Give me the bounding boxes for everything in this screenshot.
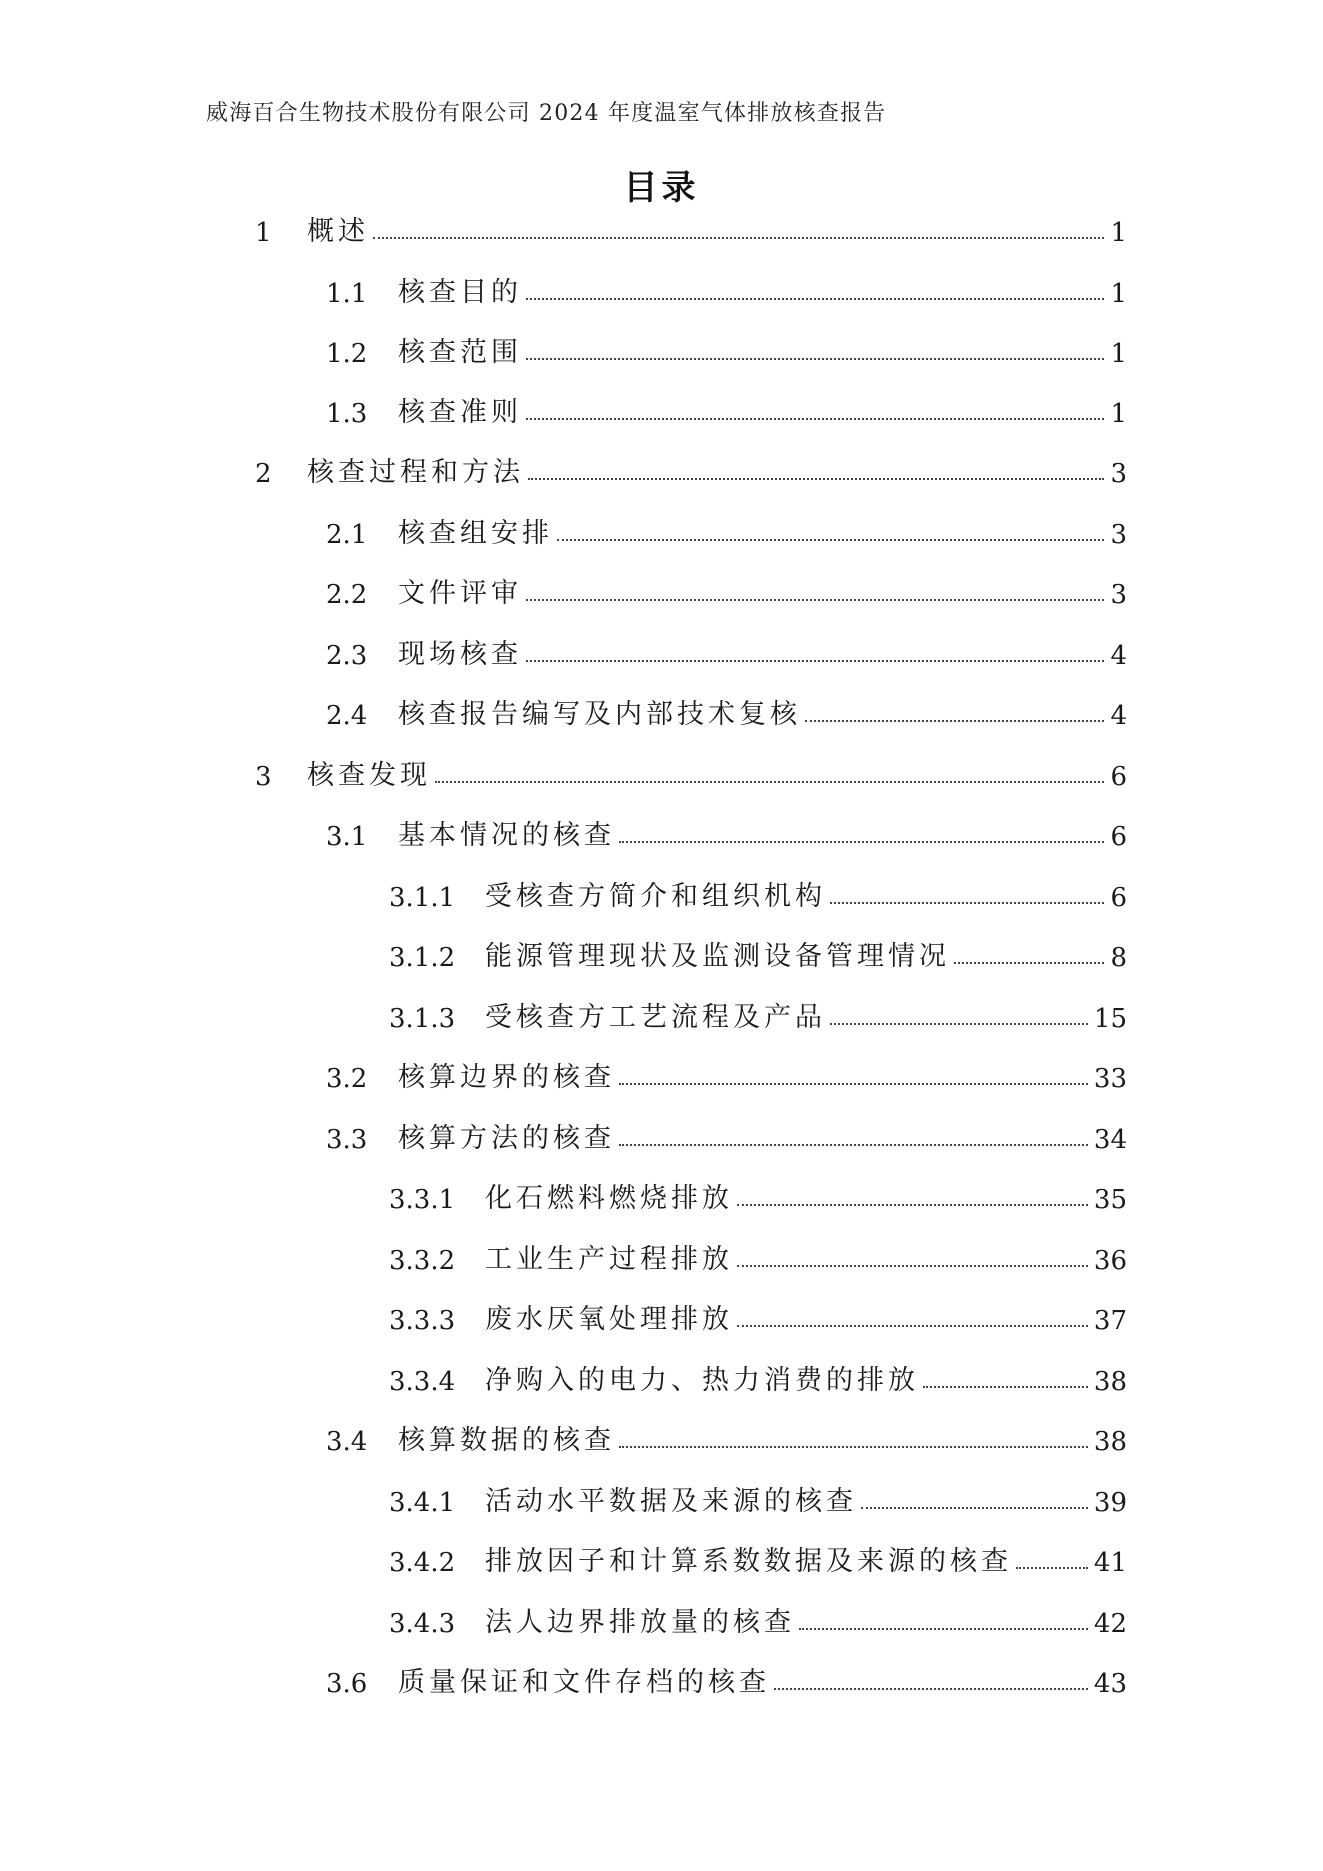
toc-entry-label: 工业生产过程排放	[485, 1244, 733, 1275]
toc-entry[interactable]	[389, 1538, 1127, 1578]
toc-entry-number: 3.4.2	[389, 1548, 456, 1578]
toc-entry-label: 能源管理现状及监测设备管理情况	[485, 941, 950, 972]
toc-entry[interactable]	[389, 873, 1127, 913]
toc-entry[interactable]	[389, 1357, 1127, 1397]
toc-dot-leader	[923, 1386, 1088, 1388]
toc-dot-leader	[1016, 1567, 1088, 1569]
toc-entry-label: 废水厌氧处理排放	[485, 1304, 733, 1335]
toc-entry-page: 1	[1110, 399, 1127, 429]
toc-entry-number: 3.1.2	[389, 943, 456, 973]
toc-entry-page: 34	[1093, 1125, 1127, 1155]
toc-entry-number: 3.1.1	[389, 883, 456, 913]
toc-entry[interactable]	[326, 510, 1127, 550]
toc-dot-leader	[619, 1446, 1088, 1448]
toc-dot-leader	[526, 599, 1104, 601]
toc-dot-leader	[526, 358, 1104, 360]
toc-entry-page: 38	[1093, 1367, 1127, 1397]
toc-dot-leader	[737, 1265, 1088, 1267]
toc-entry-page: 1	[1110, 218, 1127, 248]
toc-entry-page: 38	[1093, 1427, 1127, 1457]
toc-entry[interactable]	[326, 1417, 1127, 1457]
toc-entry[interactable]	[326, 269, 1127, 309]
toc-entry[interactable]	[389, 1478, 1127, 1518]
toc-entry-label: 核算数据的核查	[398, 1425, 615, 1456]
toc-dot-leader	[861, 1507, 1088, 1509]
toc-entry-label: 核算边界的核查	[398, 1062, 615, 1093]
toc-entry-label: 质量保证和文件存档的核查	[398, 1667, 770, 1698]
toc-entry[interactable]	[326, 631, 1127, 671]
toc-entry-page: 15	[1093, 1004, 1127, 1034]
toc-entry[interactable]	[389, 933, 1127, 973]
toc-dot-leader	[619, 1144, 1088, 1146]
toc-entry-label: 核查目的	[398, 277, 522, 308]
toc-entry-label: 法人边界排放量的核查	[485, 1607, 795, 1638]
toc-entry-label: 现场核查	[398, 639, 522, 670]
toc-entry-label: 概述	[307, 216, 369, 247]
toc-entry-page: 1	[1110, 279, 1127, 309]
toc-entry-label: 核查范围	[398, 337, 522, 368]
toc-entry-page: 3	[1110, 459, 1127, 489]
toc-entry-number: 2	[255, 459, 272, 489]
toc-entry-page: 3	[1110, 580, 1127, 610]
toc-dot-leader	[737, 1204, 1088, 1206]
toc-entry-number: 3.3.2	[389, 1246, 456, 1276]
toc-entry-page: 3	[1110, 520, 1127, 550]
toc-dot-leader	[830, 1023, 1088, 1025]
toc-entry[interactable]	[326, 1659, 1127, 1699]
toc-entry-number: 2.3	[326, 641, 368, 671]
toc-entry-number: 1.1	[326, 279, 368, 309]
toc-entry[interactable]	[326, 1054, 1127, 1094]
toc-dot-leader	[526, 298, 1104, 300]
toc-entry-label: 受核查方简介和组织机构	[485, 881, 826, 912]
toc-entry-page: 6	[1110, 762, 1127, 792]
toc-entry-page: 8	[1110, 943, 1127, 973]
toc-dot-leader	[799, 1628, 1088, 1630]
toc-entry-label: 核算方法的核查	[398, 1123, 615, 1154]
toc-entry-page: 6	[1110, 822, 1127, 852]
toc-entry-page: 35	[1093, 1185, 1127, 1215]
toc-entry-label: 排放因子和计算系数数据及来源的核查	[485, 1546, 1012, 1577]
toc-entry-number: 1.2	[326, 339, 368, 369]
toc-dot-leader	[805, 720, 1104, 722]
toc-entry-label: 核查组安排	[398, 518, 553, 549]
toc-entry-page: 36	[1093, 1246, 1127, 1276]
toc-entry-label: 核查报告编写及内部技术复核	[398, 699, 801, 730]
page-header: 威海百合生物技术股份有限公司 2024 年度温室气体排放核查报告	[206, 101, 887, 126]
toc-entry[interactable]	[326, 812, 1127, 852]
toc-entry[interactable]	[255, 208, 1127, 248]
toc-entry-number: 3.3.3	[389, 1306, 456, 1336]
toc-entry-label: 活动水平数据及来源的核查	[485, 1486, 857, 1517]
toc-entry-page: 4	[1110, 641, 1127, 671]
toc-entry-page: 4	[1110, 701, 1127, 731]
toc-entry[interactable]	[326, 570, 1127, 610]
toc-entry-page: 42	[1093, 1609, 1127, 1639]
toc-entry-page: 37	[1093, 1306, 1127, 1336]
toc-entry[interactable]	[389, 1599, 1127, 1639]
toc-entry-number: 3.3.4	[389, 1367, 456, 1397]
toc-entry[interactable]	[389, 1236, 1127, 1276]
toc-dot-leader	[619, 841, 1104, 843]
toc-entry-number: 3.3.1	[389, 1185, 456, 1215]
toc-entry-label: 受核查方工艺流程及产品	[485, 1002, 826, 1033]
toc-entry-label: 基本情况的核查	[398, 820, 615, 851]
toc-entry-number: 3.3	[326, 1125, 368, 1155]
toc-entry-number: 3.2	[326, 1064, 368, 1094]
toc-dot-leader	[737, 1325, 1088, 1327]
toc-dot-leader	[774, 1688, 1088, 1690]
toc-dot-leader	[619, 1083, 1088, 1085]
toc-entry-number: 2.1	[326, 520, 368, 550]
toc-entry-number: 2.2	[326, 580, 368, 610]
toc-entry[interactable]	[326, 1115, 1127, 1155]
toc-entry-page: 41	[1093, 1548, 1127, 1578]
toc-entry-number: 3.1	[326, 822, 368, 852]
toc-entry[interactable]	[326, 389, 1127, 429]
toc-entry-number: 3.4.3	[389, 1609, 456, 1639]
toc-dot-leader	[557, 539, 1104, 541]
toc-title: 目录	[623, 168, 700, 208]
toc-entry-number: 1	[255, 218, 272, 248]
toc-entry-page: 33	[1093, 1064, 1127, 1094]
toc-entry-number: 3	[255, 762, 272, 792]
toc-dot-leader	[528, 478, 1104, 480]
toc-entry[interactable]	[255, 752, 1127, 792]
toc-dot-leader	[526, 418, 1104, 420]
toc-dot-leader	[435, 781, 1104, 783]
toc-dot-leader	[830, 902, 1104, 904]
toc-entry-label: 核查发现	[307, 760, 431, 791]
toc-entry-number: 2.4	[326, 701, 368, 731]
toc-entry[interactable]	[389, 1296, 1127, 1336]
toc-entry[interactable]	[326, 329, 1127, 369]
toc-entry-label: 文件评审	[398, 578, 522, 609]
toc-entry-number: 3.4	[326, 1427, 368, 1457]
toc-entry-number: 3.4.1	[389, 1488, 456, 1518]
toc-entry-number: 1.3	[326, 399, 368, 429]
toc-dot-leader	[526, 660, 1104, 662]
toc-entry-page: 39	[1093, 1488, 1127, 1518]
toc-entry-label: 净购入的电力、热力消费的排放	[485, 1365, 919, 1396]
toc-entry-label: 核查过程和方法	[307, 457, 524, 488]
toc-entry[interactable]	[389, 994, 1127, 1034]
toc-entry[interactable]	[326, 691, 1127, 731]
toc-entry-number: 3.6	[326, 1669, 368, 1699]
toc-entry-page: 6	[1110, 883, 1127, 913]
toc-entry-label: 核查准则	[398, 397, 522, 428]
toc-entry-number: 3.1.3	[389, 1004, 456, 1034]
toc-entry-page: 43	[1093, 1669, 1127, 1699]
toc-entry-page: 1	[1110, 339, 1127, 369]
toc-dot-leader	[954, 962, 1104, 964]
toc-dot-leader	[373, 237, 1104, 239]
toc-entry-label: 化石燃料燃烧排放	[485, 1183, 733, 1214]
toc-entry[interactable]	[389, 1175, 1127, 1215]
toc-entry[interactable]	[255, 449, 1127, 489]
